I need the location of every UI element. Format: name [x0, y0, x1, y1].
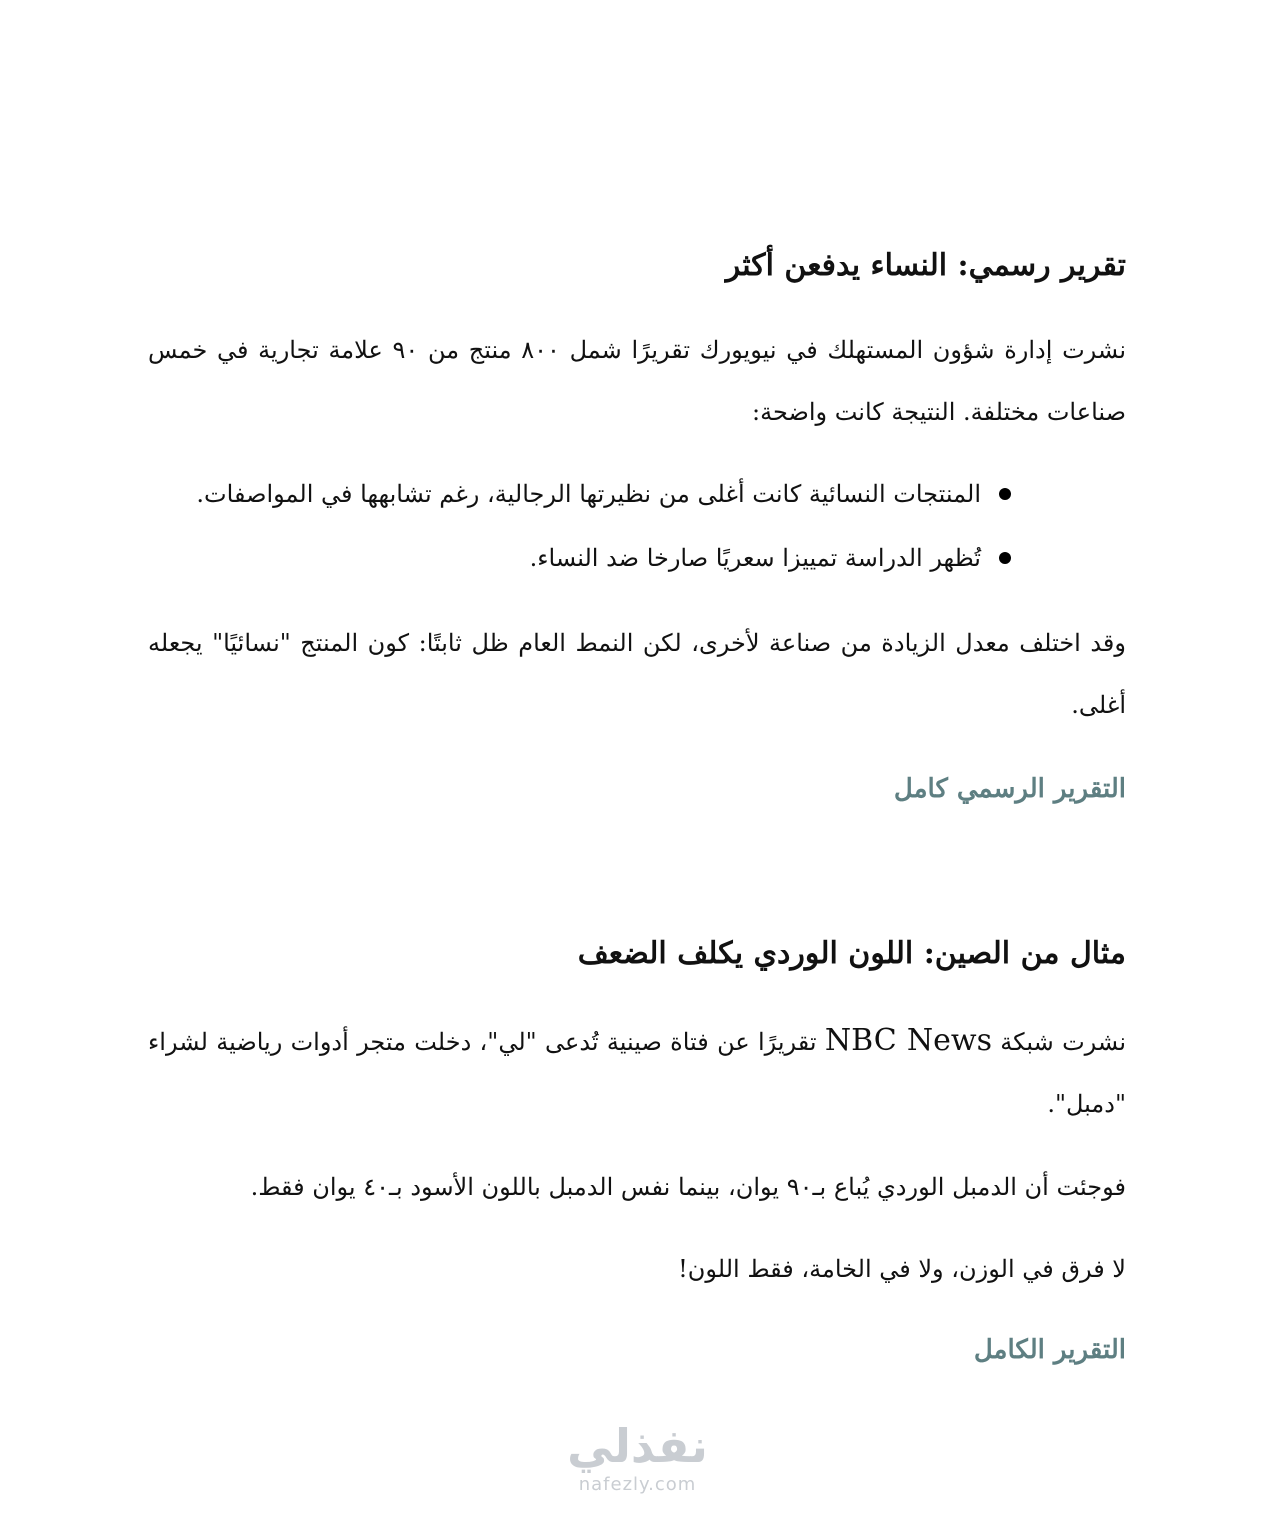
watermark	[0, 1418, 1275, 1496]
section1-conclusion-block	[148, 612, 1126, 736]
list-item	[148, 478, 1011, 510]
section2-para3-block	[148, 1249, 1126, 1289]
watermark-logo: نفذلي	[567, 1419, 708, 1473]
section2-heading: مثال من الصين: اللون الوردي يكلف الضعف	[577, 936, 1126, 971]
list-item	[148, 542, 1011, 574]
bullet-dot-icon	[999, 488, 1011, 500]
section1-heading: تقرير رسمي: النساء يدفعن أكثر	[725, 248, 1126, 283]
section2-link-block	[148, 1330, 1126, 1370]
bullet-text: تُظهر الدراسة تمييزا سعريًا صارخا ضد النساء.	[529, 544, 981, 572]
section1-bullets-block	[148, 478, 1126, 606]
bullet-dot-icon	[999, 552, 1011, 564]
watermark-url: nafezly.com	[578, 1474, 697, 1495]
intro-text-after: تقريرًا عن فتاة صينية تُدعى "لي"، دخلت متجر أدوات رياضية لشراء "دمبل".	[148, 1028, 1126, 1118]
section2-para2-block	[148, 1167, 1126, 1207]
section2-color-paragraph: لا فرق في الوزن، ولا في الخامة، فقط اللون!	[678, 1255, 1126, 1283]
bullet-text: المنتجات النسائية كانت أغلى من نظيرتها الرجالية، رغم تشابهها في المواصفات.	[196, 480, 981, 508]
intro-text-before: نشرت شبكة	[992, 1028, 1126, 1056]
section1-bullet-list	[148, 478, 1126, 574]
full-report-link[interactable]: التقرير الكامل	[973, 1335, 1126, 1365]
section1-intro-block	[148, 319, 1126, 443]
section2-intro-block	[148, 1010, 1126, 1135]
section-china-example	[148, 932, 1126, 976]
official-report-link[interactable]: التقرير الرسمي كامل	[893, 774, 1126, 804]
section2-price-paragraph: فوجئت أن الدمبل الوردي يُباع بـ٩٠ يوان، بينما نفس الدمبل باللون الأسود بـ٤٠ يوان فقط.	[250, 1173, 1126, 1201]
article-page	[148, 0, 1126, 1518]
section2-intro-paragraph	[148, 1010, 1126, 1135]
section1-conclusion-paragraph: وقد اختلف معدل الزيادة من صناعة لأخرى، لكن النمط العام ظل ثابتًا: كون المنتج "نسائيًا" يجعله أغلى.	[148, 629, 1126, 719]
section1-intro-paragraph: نشرت إدارة شؤون المستهلك في نيويورك تقريرًا شمل ٨٠٠ منتج من ٩٠ علامة تجارية في خمس صناعات مختلفة. النتيجة كانت واضحة:	[148, 336, 1126, 426]
section-official-report	[148, 244, 1126, 288]
section1-link-block	[148, 769, 1126, 809]
brand-name: NBC News	[824, 1023, 992, 1058]
